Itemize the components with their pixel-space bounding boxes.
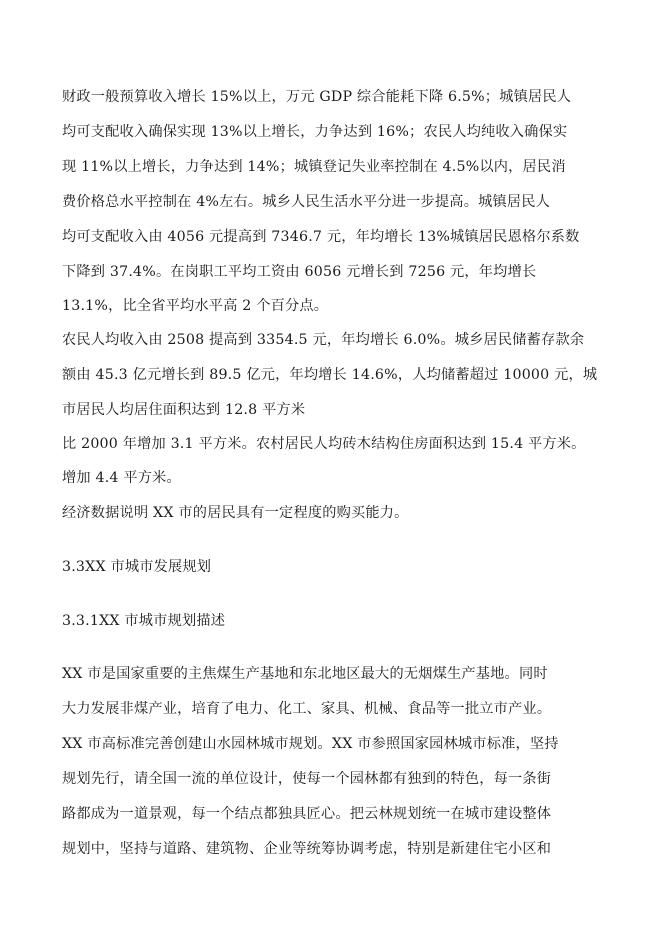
paragraph-line: 额由 45.3 亿元增长到 89.5 亿元，年均增长 14.6%，人均储蓄超过 10000 元，城 bbox=[62, 367, 598, 383]
paragraph-line: 规划中，坚持与道路、建筑物、企业等统筹协调考虑，特别是新建住宅小区和 bbox=[62, 841, 552, 857]
paragraph-line: XX 市是国家重要的主焦煤生产基地和东北地区最大的无烟煤生产基地。同时 bbox=[62, 666, 548, 682]
paragraph-line: 规划先行，请全国一流的单位设计，使每一个园林都有独到的特色，每一条街 bbox=[62, 771, 552, 787]
paragraph-line: 比 2000 年增加 3.1 平方米。农村居民人均砖木结构住房面积达到 15.4 平方米。 bbox=[62, 436, 586, 452]
paragraph-line: 均可支配收入确保实现 13%以上增长，力争达到 16%；农民人均纯收入确保实 bbox=[62, 124, 568, 140]
paragraph-line: 大力发展非煤产业，培育了电力、化工、家具、机械、食品等一批立市产业。 bbox=[62, 701, 552, 717]
paragraph-line: XX 市高标准完善创建山水园林城市规划。XX 市参照国家园林城市标准，坚持 bbox=[62, 736, 559, 752]
paragraph-line: 13.1%，比全省平均水平高 2 个百分点。 bbox=[62, 298, 329, 314]
paragraph-line: 农民人均收入由 2508 提高到 3354.5 元，年均增长 6.0%。城乡居民储蓄存款余 bbox=[62, 332, 585, 348]
paragraph-line: 经济数据说明 XX 市的居民具有一定程度的购买能力。 bbox=[62, 505, 409, 521]
section-heading: 3.3XX 市城市发展规划 bbox=[62, 559, 212, 575]
paragraph-line: 路都成为一道景观，每一个结点都独具匠心。把云林规划统一在城市建设整体 bbox=[62, 806, 552, 822]
subsection-heading: 3.3.1XX 市城市规划描述 bbox=[62, 613, 226, 629]
paragraph-line: 现 11%以上增长，力争达到 14%；城镇登记失业率控制在 4.5%以内，居民消 bbox=[62, 159, 566, 175]
paragraph-line: 财政一般预算收入增长 15%以上，万元 GDP 综合能耗下降 6.5%；城镇居民人 bbox=[62, 89, 572, 105]
paragraph-line: 下降到 37.4%。在岗职工平均工资由 6056 元增长到 7256 元，年均增长 bbox=[62, 264, 537, 280]
paragraph-line: 费价格总水平控制在 4%左右。城乡人民生活水平分进一步提高。城镇居民人 bbox=[62, 194, 551, 210]
paragraph-line: 增加 4.4 平方米。 bbox=[62, 470, 181, 486]
paragraph-line: 市居民人均居住面积达到 12.8 平方米 bbox=[62, 402, 306, 418]
paragraph-line: 均可支配收入由 4056 元提高到 7346.7 元，年均增长 13%城镇居民恩格尔系数 bbox=[62, 229, 580, 245]
